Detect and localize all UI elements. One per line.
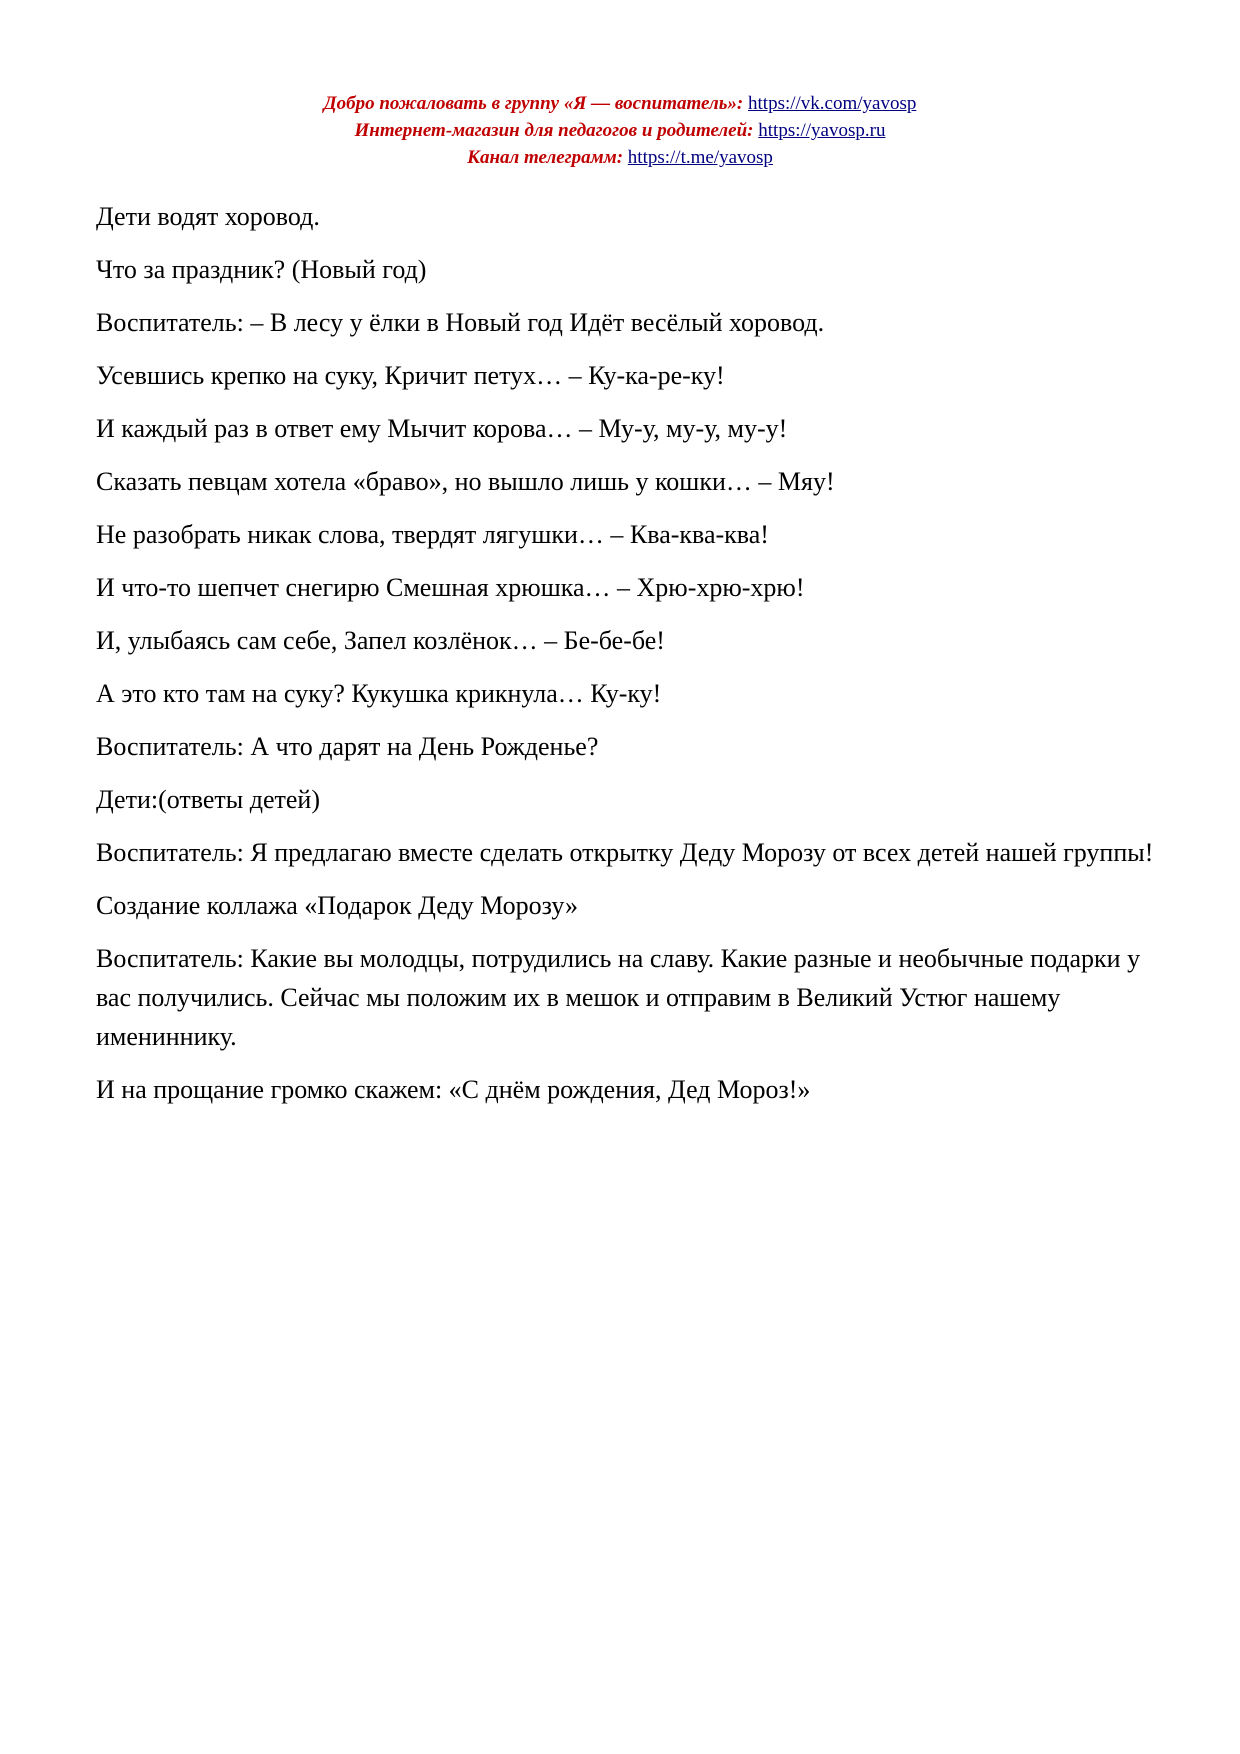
group-invite-label: Добро пожаловать в группу «Я — воспитатель»:: [323, 93, 749, 114]
paragraph: И что-то шепчет снегирю Смешная хрюшка… – Хрю-хрю-хрю!: [96, 573, 805, 602]
paragraph: Усевшись крепко на суку, Кричит петух… – Ку-ка-ре-ку!: [96, 361, 725, 390]
paragraph: А это кто там на суку? Кукушка крикнула… Ку-ку!: [96, 679, 662, 708]
paragraph: Создание коллажа «Подарок Деду Морозу»: [96, 891, 578, 920]
paragraph: Воспитатель: Какие вы молодцы, потрудились на славу. Какие разные и необычные подарки у вас получились. Сейчас мы положим их в мешок и отправим в Великий Устюг нашему имениннику.: [96, 944, 1141, 1051]
paragraph: Не разобрать никак слова, твердят лягушки… – Ква-ква-ква!: [96, 520, 769, 549]
paragraph: И, улыбаясь сам себе, Запел козлёнок… – Бе-бе-бе!: [96, 626, 665, 655]
telegram-label: Канал телеграмм:: [467, 147, 628, 168]
paragraph: Дети:(ответы детей): [96, 785, 321, 814]
header-line-telegram: [0, 144, 1240, 171]
telegram-link[interactable]: https://t.me/yavosp: [627, 147, 773, 168]
header-line-group: [0, 90, 1240, 117]
paragraph: Сказать певцам хотела «браво», но вышло лишь у кошки… – Мяу!: [96, 467, 835, 496]
paragraph: И на прощание громко скажем: «С днём рождения, Дед Мороз!»: [96, 1075, 811, 1104]
vk-group-link[interactable]: https://vk.com/yavosp: [748, 93, 917, 114]
paragraph: Что за праздник? (Новый год): [96, 255, 427, 284]
paragraph: Воспитатель: Я предлагаю вместе сделать открытку Деду Морозу от всех детей нашей группы!: [96, 838, 1154, 867]
shop-label: Интернет-магазин для педагогов и родителей:: [354, 120, 759, 141]
promo-header: [0, 90, 1240, 171]
paragraph: Дети водят хоровод.: [96, 202, 320, 231]
header-line-shop: [0, 117, 1240, 144]
shop-link[interactable]: https://yavosp.ru: [758, 120, 886, 141]
paragraph: Воспитатель: А что дарят на День Рожденье?: [96, 732, 599, 761]
document-body: [96, 197, 1156, 1123]
paragraph: И каждый раз в ответ ему Мычит корова… – Му-у, му-у, му-у!: [96, 414, 788, 443]
paragraph: Воспитатель: – В лесу у ёлки в Новый год Идёт весёлый хоровод.: [96, 308, 825, 337]
